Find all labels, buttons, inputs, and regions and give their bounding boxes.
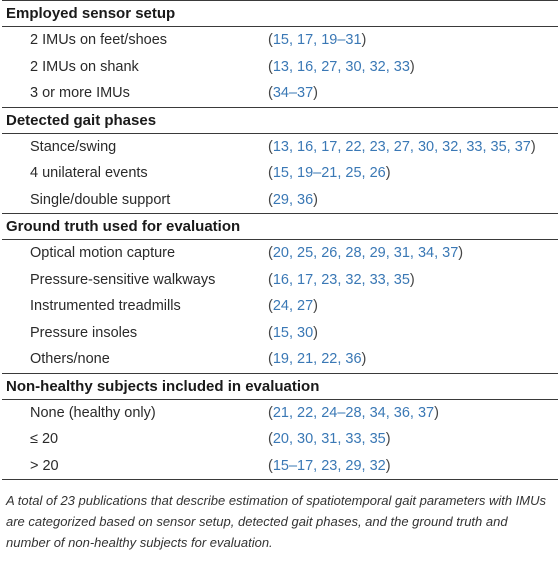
- section-header-sensor-setup: Employed sensor setup: [6, 5, 176, 22]
- reference-links[interactable]: 15, 17, 19–31: [272, 32, 362, 48]
- row-label: Single/double support: [30, 191, 171, 208]
- reference-list[interactable]: (19, 21, 22, 36): [268, 351, 367, 367]
- reference-list[interactable]: (16, 17, 23, 32, 33, 35): [268, 271, 415, 288]
- row-label: Others/none: [30, 351, 110, 367]
- row-label: ≤ 20: [30, 431, 59, 447]
- table-row: [0, 426, 560, 453]
- row-label: None (healthy only): [30, 404, 156, 421]
- table-row: [0, 187, 560, 214]
- section-header-ground-truth: Ground truth used for evaluation: [6, 218, 241, 235]
- reference-list[interactable]: (24, 27): [268, 298, 319, 314]
- table-row: [0, 400, 560, 427]
- row-label: Pressure insoles: [30, 324, 138, 341]
- section-header-gait-phases: Detected gait phases: [6, 111, 157, 129]
- reference-list[interactable]: (13, 16, 17, 22, 23, 27, 30, 32, 33, 35, 37): [268, 138, 536, 155]
- table-row: [0, 27, 560, 54]
- reference-links[interactable]: 21, 22, 24–28, 34, 36, 37: [272, 404, 435, 421]
- reference-list[interactable]: (15, 19–21, 25, 26): [268, 165, 391, 181]
- table-row: [0, 320, 560, 347]
- section-header-non-healthy-subjects: Non-healthy subjects included in evaluation: [6, 377, 320, 395]
- table-row: [0, 240, 560, 267]
- table-row: [0, 80, 560, 107]
- row-label: Optical motion capture: [30, 245, 176, 261]
- row-label: 4 unilateral events: [30, 165, 148, 181]
- row-label: 3 or more IMUs: [30, 85, 130, 101]
- reference-links[interactable]: 13, 16, 17, 22, 23, 27, 30, 32, 33, 35, 37: [272, 138, 531, 155]
- table-row: [0, 346, 560, 373]
- reference-list[interactable]: (20, 30, 31, 33, 35): [268, 431, 391, 447]
- row-label: 2 IMUs on shank: [30, 58, 139, 75]
- reference-links[interactable]: 15, 30: [272, 324, 314, 341]
- reference-list[interactable]: (20, 25, 26, 28, 29, 31, 34, 37): [268, 245, 464, 261]
- reference-links[interactable]: 13, 16, 27, 30, 32, 33: [272, 58, 410, 75]
- reference-list[interactable]: (34–37): [268, 85, 319, 101]
- table-row: [0, 453, 560, 480]
- reference-links[interactable]: 29, 36: [272, 191, 314, 208]
- table-caption: A total of 23 publications that describe estimation of spatiotemporal gait parameters with IMUs are categorized based on sensor setup, detected gait phases, and the ground truth and number of non-healthy subjects for evaluation.: [6, 493, 547, 550]
- bottom-rule: [2, 479, 558, 480]
- reference-list[interactable]: (15–17, 23, 29, 32): [268, 457, 391, 474]
- table-row: [0, 160, 560, 187]
- reference-list[interactable]: (13, 16, 27, 30, 32, 33): [268, 58, 415, 75]
- row-label: Pressure-sensitive walkways: [30, 271, 216, 288]
- reference-list[interactable]: (29, 36): [268, 191, 319, 208]
- reference-links[interactable]: 20, 30, 31, 33, 35: [272, 431, 386, 447]
- table-row: [0, 134, 560, 161]
- row-label: 2 IMUs on feet/shoes: [30, 32, 168, 48]
- reference-links[interactable]: 34–37: [272, 85, 314, 101]
- reference-links[interactable]: 20, 25, 26, 28, 29, 31, 34, 37: [272, 245, 459, 261]
- table-row: [0, 267, 560, 294]
- row-label: > 20: [30, 457, 59, 474]
- reference-links[interactable]: 19, 21, 22, 36: [272, 351, 362, 367]
- reference-list[interactable]: (15, 30): [268, 324, 319, 341]
- reference-links[interactable]: 24, 27: [272, 298, 314, 314]
- table-row: [0, 54, 560, 81]
- table-row: [0, 293, 560, 320]
- reference-list[interactable]: (21, 22, 24–28, 34, 36, 37): [268, 404, 439, 421]
- reference-links[interactable]: 15–17, 23, 29, 32: [272, 457, 386, 474]
- reference-links[interactable]: 15, 19–21, 25, 26: [272, 165, 386, 181]
- reference-links[interactable]: 16, 17, 23, 32, 33, 35: [272, 271, 410, 288]
- row-label: Stance/swing: [30, 138, 117, 155]
- reference-list[interactable]: (15, 17, 19–31): [268, 32, 367, 48]
- row-label: Instrumented treadmills: [30, 298, 181, 314]
